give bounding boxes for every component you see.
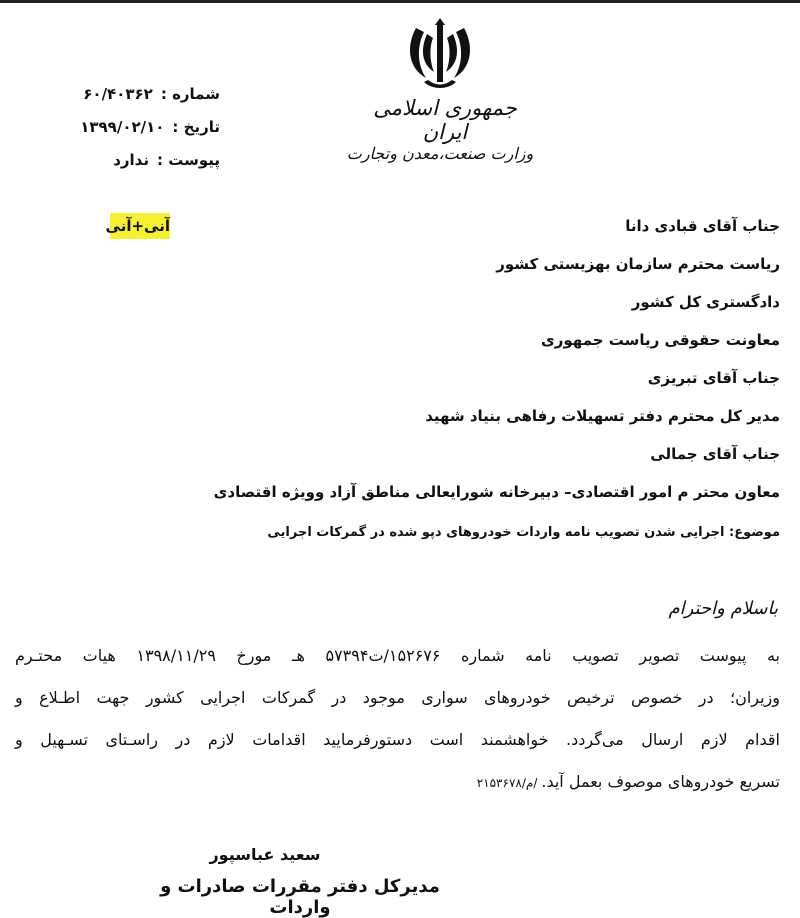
recipient-item: معاونت حقوقی ریاست جمهوری [541,331,780,349]
body-line: تسریع خودروهای موصوف بعمل آید. [541,772,780,791]
recipient-item: جناب آقای قبادی دانا [625,217,780,235]
body-line-last [15,772,780,791]
body-line: وزیران؛ در خصوص ترخیص خودروهای سواری موجود در گمرکات اجرایی کشور جهت اطـلاع و [15,688,780,707]
top-border [0,0,800,3]
letter-attachment [20,151,220,169]
letter-number-label: شماره : [160,85,220,103]
letter-date [20,118,220,136]
letter-date-value: ۱۳۹۹/۰۲/۱۰ [80,118,165,136]
republic-name: جمهوری اسلامی ایران [373,96,517,144]
letter-date-label: تاریخ : [172,118,220,136]
urgency-badge: آنی+آنی [110,213,170,239]
recipient-item: ریاست محترم سازمان بهزیستی کشور [496,255,780,273]
letter-subject: موضوع: اجرایی شدن تصویب نامه واردات خودروهای دپو شده در گمرکات اجرایی [267,525,780,540]
recipient-item: مدیر کل محترم دفتر تسهیلات رفاهی بنیاد شهید [425,407,780,425]
reference-code: /م/۲۱۵۳۶۷۸ [476,776,538,790]
recipient-item: جناب آقای جمالی [650,445,780,463]
recipient-item: جناب آقای تبریزی [647,369,780,387]
recipient-item: معاون محتر م امور اقتصادی– دبیرخانه شورایعالی مناطق آزاد وویژه اقتصادی [213,483,780,501]
ministry-name: وزارت صنعت،معدن وتجارت [346,144,534,163]
greeting: باسلام واحترام [668,598,778,619]
body-line: به پیوست تصویر تصویب نامه شماره ۱۵۲۶۷۶/ت۵۷۳۹۴ هـ مورخ ۱۳۹۸/۱۱/۲۹ هیات محتـرم [15,646,780,665]
signatory-title: مدیرکل دفتر مقررات صادرات و واردات [160,876,440,918]
signatory-name: سعید عباسپور [209,845,321,864]
letter-number-value: ۶۰/۴۰۳۶۲ [83,85,153,103]
letter-attachment-label: پیوست : [156,151,220,169]
recipient-item: دادگستری کل کشور [631,293,780,311]
letter-number [20,85,220,103]
iran-emblem-icon [404,16,476,92]
body-line: اقدام لازم ارسال می‌گردد. خواهشمند است دستورفرمایید اقدامات لازم در راسـتای تسـهیل و [15,730,780,749]
letter-attachment-value: ندارد [113,151,149,169]
